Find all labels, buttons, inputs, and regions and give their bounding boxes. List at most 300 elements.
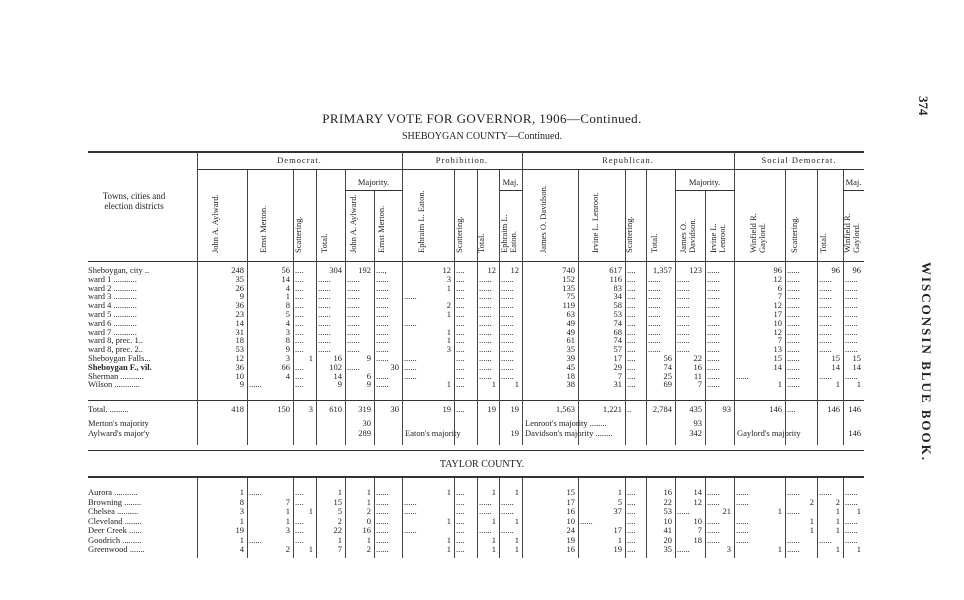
table-cell: 1 (617, 487, 622, 497)
table-cell: 2 (366, 506, 371, 516)
table-cell: 24 (566, 525, 575, 535)
table-cell: ...... (648, 326, 661, 337)
column-header: Ephraim L. Eaton. (416, 190, 426, 253)
table-cell: ...... (501, 353, 514, 363)
table-cell: 19 (613, 544, 622, 554)
table-cell: ...... (787, 361, 800, 372)
table-cell: 9 (366, 379, 371, 390)
table-cell: ...... (736, 525, 749, 535)
table-cell: ...... (318, 317, 331, 328)
table-cell: 56 (281, 265, 290, 275)
table-cell: 1 (514, 544, 519, 554)
taylor-county-title: TAYLOR COUNTY. (439, 459, 525, 470)
table-cell: ...... (707, 379, 720, 390)
table-cell: 1 (366, 496, 371, 507)
table-cell: 57 (613, 344, 622, 355)
table-cell: 18 (693, 534, 702, 545)
table-cell: ...... (677, 282, 690, 293)
table-cell: 1 (285, 291, 290, 302)
table-cell: ...... (501, 506, 514, 516)
table-cell: .... (295, 379, 304, 390)
table-cell: ...... (845, 273, 858, 284)
table-cell: ...... (819, 309, 832, 319)
table-cell: ...... (707, 525, 720, 535)
table-cell: .... (456, 273, 465, 284)
row-label: Cleveland ........ (88, 516, 142, 526)
row-label: ward 1 ........... (88, 274, 137, 284)
table-cell: ...... (347, 300, 360, 311)
table-cell: ...... (376, 309, 389, 319)
table-cell: 2 (809, 496, 814, 507)
table-cell: 12 (693, 496, 702, 507)
table-cell: 56 (663, 353, 672, 363)
table-cell: ...... (479, 496, 492, 507)
table-cell: .... (456, 487, 465, 497)
table-cell: ...... (404, 317, 417, 328)
table-top-rule-2 (88, 152, 864, 153)
table-cell: ...... (787, 335, 800, 346)
table-cell: 4 (285, 370, 290, 381)
table-cell: ...... (318, 344, 331, 355)
rep-majority-value: 93 (693, 418, 702, 428)
table-cell: ...... (707, 370, 720, 381)
column-header: John A. Aylward. (347, 194, 358, 253)
table-cell: ...... (479, 525, 492, 535)
column-header: Winfield R. Gaylord. (747, 213, 767, 253)
table-cell: ...... (580, 515, 593, 526)
table-cell: ...... (479, 309, 492, 319)
table-cell: .... (627, 291, 636, 302)
table-cell: ...... (376, 487, 389, 497)
column-header: James O. Davidson. (538, 185, 548, 253)
table-cell: 17 (613, 525, 622, 535)
rep-majority-label: Lenroot's majority ........ (525, 418, 607, 428)
table-cell: ...... (648, 273, 661, 284)
table-cell: 152 (562, 273, 575, 284)
table-cell: .... (295, 361, 304, 372)
table-cell: ...... (787, 353, 800, 363)
row-label: Sheboygan F., vil. (88, 362, 152, 372)
table-cell: ...... (819, 291, 832, 302)
table-cell: .... (627, 544, 636, 554)
table-cell: .... (627, 300, 636, 311)
table-cell: 12 (487, 265, 496, 275)
majority-row (0, 419, 964, 428)
table-cell: ...... (677, 273, 690, 284)
table-cell: 17 (613, 353, 622, 363)
column-header: Irvine L. Lenroot. (707, 223, 727, 253)
total-cell: 1,563 (555, 404, 575, 414)
total-cell: 418 (231, 404, 244, 414)
table-cell: ...... (318, 282, 331, 293)
table-cell: 1 (337, 487, 342, 497)
table-cell: 53 (613, 309, 622, 319)
pro-maj-rule (499, 190, 522, 191)
table-cell: 1 (239, 487, 244, 497)
table-cell: 18 (235, 335, 244, 346)
table-cell: 1 (835, 525, 840, 535)
table-cell: 1 (239, 515, 244, 526)
table-cell: 1 (308, 353, 313, 363)
column-header: Winfield R. Gaylord. (841, 213, 861, 253)
party-social-democrat-heading: Social Democrat. (761, 155, 837, 165)
table-cell: ...... (819, 273, 832, 284)
column-header: Ernst Merton. (258, 205, 268, 253)
table-cell: 66 (281, 361, 290, 372)
column-header: Scattering. (453, 216, 464, 253)
table-cell: 3 (285, 525, 290, 535)
table-cell: 1 (856, 379, 861, 390)
table-cell: 1 (777, 544, 782, 554)
table-cell: 7 (617, 370, 622, 381)
table-cell: ...... (845, 309, 858, 319)
table-cell: .... (627, 496, 636, 507)
table-cell: ...... (404, 361, 417, 372)
dem-majority-value: 30 (362, 418, 371, 428)
table-cell: .... (456, 265, 465, 275)
table-cell: 14 (831, 361, 840, 372)
column-header: Irvine L. Lenroot. (589, 192, 600, 253)
table-cell: ...... (479, 317, 492, 328)
table-cell: 0 (366, 515, 371, 526)
table-cell: ...... (347, 273, 360, 284)
table-cell: 4 (239, 544, 244, 554)
table-cell: 1 (809, 525, 814, 535)
table-cell: ...... (249, 487, 262, 497)
table-cell: 21 (722, 506, 731, 516)
table-cell: .... (456, 515, 465, 526)
column-header: Scattering. (789, 216, 799, 253)
table-cell: 1 (446, 309, 451, 319)
table-cell: 83 (613, 282, 622, 293)
table-cell: .... (456, 353, 465, 363)
table-cell: .... (295, 525, 304, 535)
table-cell: 63 (566, 309, 575, 319)
row-label: ward 8, prec. 1.. (88, 336, 143, 346)
table-cell: ...... (479, 282, 492, 293)
table-cell: 35 (566, 344, 575, 355)
table-cell: ...... (707, 335, 720, 346)
table-cell: 9 (366, 353, 371, 363)
dem-majority-heading: Majority. (357, 177, 390, 187)
table-cell: ...... (479, 344, 492, 355)
table-cell: ...... (404, 525, 417, 535)
total-cell: 146 (769, 404, 782, 414)
table-cell: 1 (491, 515, 496, 526)
table-cell: 53 (235, 344, 244, 355)
table-cell: 617 (609, 265, 622, 275)
table-cell: ...... (707, 534, 720, 545)
row-label: ward 5 ........... (88, 310, 137, 319)
table-cell: 1 (446, 379, 451, 390)
soc-majority-value: 146 (848, 428, 861, 438)
table-cell: 1,357 (652, 265, 672, 275)
table-cell: ...... (318, 300, 331, 311)
table-cell: ...... (677, 326, 690, 337)
pro-maj-heading: Maj. (502, 177, 519, 187)
majority-row (0, 429, 964, 438)
table-cell: ...... (707, 317, 720, 328)
table-cell: .... (456, 282, 465, 293)
party-republican-heading: Republican. (602, 155, 654, 165)
table-cell: 3 (285, 353, 290, 363)
table-cell: 14 (693, 487, 702, 497)
table-cell: 248 (231, 265, 244, 275)
table-cell: ...... (787, 344, 800, 355)
table-cell: 17 (566, 496, 575, 507)
row-label: Browning ........ (88, 497, 142, 507)
table-cell: 22 (663, 496, 672, 507)
column-header: Scattering. (292, 216, 303, 253)
total-cell: 1,221 (602, 404, 622, 414)
table-cell: ...... (707, 487, 720, 497)
table-cell: 16 (566, 506, 575, 516)
table-cell: .... (295, 282, 304, 293)
table-cell: 1 (514, 515, 519, 526)
table-cell: ...... (376, 300, 389, 311)
table-cell: ...... (845, 326, 858, 337)
table-cell: 49 (566, 317, 575, 328)
table-cell: ...... (845, 335, 858, 346)
table-cell: .... (627, 515, 636, 526)
total-cell: 3 (308, 404, 313, 414)
table-cell: 75 (566, 291, 575, 302)
total-cell: 19 (487, 404, 496, 414)
table-cell: ...... (318, 273, 331, 284)
table-cell: 69 (663, 379, 672, 390)
table-cell: 1 (366, 487, 371, 497)
table-cell: .... (456, 309, 465, 319)
table-cell: 2 (835, 496, 840, 507)
table-cell: 37 (613, 506, 622, 516)
table-cell: ...... (845, 344, 858, 355)
table-cell: 35 (235, 273, 244, 284)
total-cell: 2,784 (652, 404, 672, 414)
table-cell: 45 (566, 361, 575, 372)
table-cell: ...... (501, 282, 514, 293)
table-cell: 23 (235, 309, 244, 319)
table-cell: ...... (677, 309, 690, 319)
table-cell: 74 (663, 361, 672, 372)
table-cell: ...... (736, 370, 749, 381)
pro-majority-value: 19 (510, 428, 519, 438)
table-cell: 5 (285, 309, 290, 319)
table-cell: ...... (677, 544, 690, 554)
table-cell: ...... (845, 317, 858, 328)
total-cell: 610 (329, 404, 342, 414)
table-cell: ...... (479, 353, 492, 363)
table-cell: 34 (613, 291, 622, 302)
row-label: Wilson ............ (88, 380, 140, 390)
table-cell: 9 (337, 379, 342, 390)
table-cell: ...... (501, 335, 514, 346)
table-cell: ...... (736, 534, 749, 545)
table-cell: ...... (501, 326, 514, 337)
table-cell: ...... (736, 515, 749, 526)
table-cell: ...... (501, 309, 514, 319)
table-cell: ...... (479, 335, 492, 346)
table-cell: 96 (773, 265, 782, 275)
table-cell: ...... (376, 326, 389, 337)
pro-majority-label: Eaton's majority (405, 428, 461, 438)
table-cell: 74 (613, 317, 622, 328)
table-cell: ...... (648, 282, 661, 293)
table-cell: ...... (479, 291, 492, 302)
table-cell: 36 (235, 300, 244, 311)
table-cell: 9 (239, 291, 244, 302)
table-cell: ...... (376, 544, 389, 554)
table-cell: .... (456, 379, 465, 390)
table-cell: 8 (285, 300, 290, 311)
table-cell: ...... (787, 326, 800, 337)
table-cell: 12 (442, 265, 451, 275)
table-cell: 123 (689, 265, 702, 275)
table-cell: 3 (446, 344, 451, 355)
table-cell: .... (295, 291, 304, 302)
table-cell: ...... (501, 525, 514, 535)
table-cell: ...... (787, 291, 800, 302)
table-cell: .... (456, 525, 465, 535)
table-cell: 10 (693, 515, 702, 526)
party-democrat-heading: Democrat. (277, 155, 322, 165)
table-cell: ...... (376, 525, 389, 535)
table-cell: .... (456, 370, 465, 381)
table-cell: ...... (819, 282, 832, 293)
table-cell: ...... (707, 496, 720, 507)
taylor-top-rule-2 (88, 477, 864, 478)
table-cell: ...... (677, 335, 690, 346)
table-cell: 12 (773, 326, 782, 337)
row-label: Deer Creek ...... (88, 526, 142, 535)
row-label: Chelsea .......... (88, 507, 139, 516)
table-cell: ...... (479, 361, 492, 372)
table-cell: 2 (285, 544, 290, 554)
table-cell: ...... (819, 487, 832, 497)
table-cell: 6 (366, 370, 371, 381)
total-cell: 150 (277, 404, 290, 414)
table-cell: ...... (347, 291, 360, 302)
table-cell: 116 (609, 273, 622, 284)
table-row (0, 545, 964, 554)
table-cell: 6 (777, 282, 782, 293)
table-cell: .... (627, 265, 636, 275)
table-cell: ...... (376, 379, 389, 390)
table-cell: ...... (787, 265, 800, 275)
table-cell: ...... (707, 300, 720, 311)
table-cell: 38 (566, 379, 575, 390)
table-cell: 3 (239, 506, 244, 516)
party-prohibition-heading: Prohibition. (435, 155, 489, 165)
row-label: Goodrich ......... (88, 535, 142, 545)
table-cell: 15 (566, 487, 575, 497)
table-cell: .... (627, 370, 636, 381)
table-cell: 5 (337, 506, 342, 516)
table-cell: 16 (663, 487, 672, 497)
table-cell: 12 (510, 265, 519, 275)
row-label: Aurora ........... (88, 488, 138, 497)
table-row (0, 380, 964, 389)
table-cell: 7 (285, 496, 290, 507)
row-label: Greenwood ....... (88, 545, 145, 554)
table-cell: ...... (677, 317, 690, 328)
soc-maj-heading: Maj. (845, 177, 862, 187)
table-cell: .... (295, 265, 304, 275)
column-header: James O. Davidson. (678, 218, 697, 253)
table-cell: 36 (235, 361, 244, 372)
table-cell: 3 (446, 273, 451, 284)
table-cell: .... (456, 361, 465, 372)
table-cell: 1 (491, 379, 496, 390)
table-cell: ...... (736, 496, 749, 507)
table-cell: .... (627, 326, 636, 337)
table-cell: 2 (366, 544, 371, 554)
table-cell: ...... (347, 361, 360, 372)
table-cell: ...... (404, 291, 417, 302)
table-cell: 9 (285, 344, 290, 355)
column-header: John A. Aylward. (210, 194, 220, 253)
table-cell: 1 (446, 326, 451, 337)
majority-label: Aylward's major'y (88, 429, 150, 438)
table-cell: 1 (446, 282, 451, 293)
table-cell: 1 (285, 506, 290, 516)
table-cell: ...... (347, 326, 360, 337)
table-cell: 1 (308, 506, 313, 516)
table-cell: 1 (491, 534, 496, 545)
table-cell: 96 (831, 265, 840, 275)
table-cell: ...... (787, 370, 800, 381)
table-cell: ...... (648, 335, 661, 346)
table-cell: ...... (501, 344, 514, 355)
table-cell: 16 (333, 353, 342, 363)
table-cell: ...... (707, 361, 720, 372)
table-cell: 1 (514, 534, 519, 545)
header-bottom-rule (88, 261, 864, 262)
total-label: Total. ......... (88, 405, 129, 414)
table-cell: 1 (514, 487, 519, 497)
table-cell: ...... (404, 506, 417, 516)
table-cell: ...... (404, 496, 417, 507)
table-cell: ...... (845, 291, 858, 302)
table-cell: ...... (479, 506, 492, 516)
total-cell: .... (787, 404, 796, 414)
total-cell: 319 (358, 404, 371, 414)
table-cell: ...... (376, 335, 389, 346)
table-cell: .... (627, 525, 636, 535)
table-cell: 1 (446, 515, 451, 526)
total-cell: .... (456, 404, 465, 414)
table-cell: 96 (852, 265, 861, 275)
table-cell: ...... (819, 335, 832, 346)
table-cell: ...... (376, 506, 389, 516)
table-cell: ...... (376, 282, 389, 293)
table-cell: 1 (809, 515, 814, 526)
table-cell: 19 (235, 525, 244, 535)
table-cell: 12 (773, 300, 782, 311)
majority-label: Merton's majority (88, 419, 149, 428)
table-cell: 1 (835, 544, 840, 554)
table-cell: .... (627, 282, 636, 293)
table-cell: ...... (376, 317, 389, 328)
table-cell: .... (627, 379, 636, 390)
table-cell: 1 (446, 534, 451, 545)
table-cell: 22 (693, 353, 702, 363)
table-cell: 1 (285, 515, 290, 526)
table-cell: ...... (648, 344, 661, 355)
table-cell: 1 (777, 506, 782, 516)
table-cell: .... (456, 291, 465, 302)
table-row (0, 507, 964, 516)
table-cell: 1 (514, 379, 519, 390)
